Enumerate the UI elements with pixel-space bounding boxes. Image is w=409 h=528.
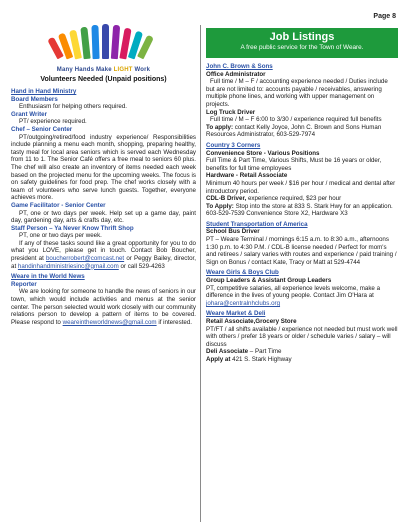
wmd-apply-text: Apply at 421 S. Stark Highway [206, 355, 292, 363]
jcb-office-label: Office Administrator [206, 70, 266, 78]
board-members-text: Enthusiasm for helping others required. [19, 103, 127, 111]
c3-hardware-label: Hardware - Retail Associate [206, 172, 288, 180]
wgc-email-link[interactable]: johara@centralnhclubs.org [206, 299, 281, 307]
hand-in-hand-heading: Hand in Hand Ministry [11, 88, 77, 95]
c3-cdl-text: CDL-B Driver, experience required, $23 per hour [206, 195, 342, 203]
c3-hardware-text: Minimum 40 hours per week / $16 per hour / medical and dental after introductory period. [206, 179, 396, 195]
staff-person-label: Staff Person – Ya Never Know Thrift Shop [11, 224, 134, 232]
world-news-email-link[interactable]: weareintheworldnews@gmail.com [62, 318, 157, 326]
wgc-text: PT, competitive salaries, all experience levels welcome, make a difference in the lives of young people. Contact Jim O'Hara at johara@centralnhclubs.org [206, 284, 381, 307]
reporter-label: Reporter [11, 280, 37, 288]
wmd-heading: Weare Market & Deli [206, 310, 266, 318]
grant-writer-label: Grant Writer [11, 110, 47, 118]
wmd-label: Retail Associate,Grocery Store [206, 318, 297, 325]
volunteer-contact-text: If any of these tasks sound like a great opportunity for you to do what you LOVE, please get in touch. Contact Bob Boucher, president at boucherrobert@comcast.net or Peggy Bailey, director, at handinhandministriesinc@gmail.com or call 529-4263 [11, 239, 196, 270]
boucher-email-link[interactable]: boucherrobert@comcast.net [45, 255, 125, 263]
reporter-text: We are looking for someone to handle the news of seniors in our town, which would include activities and menus at the senior center. The person selected would work closely with our community relations person to develop a pattern of items to be covered. Please respond to weareintheworldnews@gmail.com if interested. [11, 288, 196, 326]
wgc-heading: Weare Girls & Boys Club [206, 269, 279, 277]
c3-heading: Country 3 Corners [206, 141, 261, 149]
chef-text: PT/outgoing/retired/food industry experience/ Responsibilities include planning a menu each month, shopping, preparing healthy, tasty meal for local area seniors which is served each Wednesday from 11 to 1. The Senior Café offers a free meal to seniors 60 plus. The chef will also create an inventory of items needed each week based on the projected menu for the upcoming weeks. The focus is on safety guidelines for food prep. The chef works closely with a team of volunteers who serve lunch guests. Together, everyone achieves more. [11, 133, 196, 202]
jcb-heading: John C. Brown & Sons [206, 63, 273, 70]
sta-bus-label: School Bus Driver [206, 228, 260, 236]
wmd-text: PT/FT / all shifts available / experience not needed but must work well with others / prefer 18 years or older / schedule varies / salary – will discuss [206, 325, 398, 348]
logo-hand-icon [110, 25, 119, 59]
job-listings-subtitle: A free public service for the Town of Weare. [240, 44, 364, 51]
jcb-log-label: Log Truck Driver [206, 108, 256, 116]
volunteers-title: Volunteers Needed (Unpaid positions) [40, 76, 167, 83]
grant-writer-text: PT/ experience required. [19, 118, 87, 126]
job-listings-header [206, 28, 398, 58]
volunteers-column [11, 20, 196, 518]
staff-person-text: PT, one or two days per week. [19, 232, 102, 240]
logo-hand-icon [102, 24, 109, 59]
jcb-office-text: Full time / M – F / accounting experience needed / Duties include but are not limited to: accounts payable / receivables, answering multiple phone lines, and working with upper management on projects. [206, 78, 388, 108]
jcb-apply-text: To apply: contact Kelly Joyce, John C. Brown and Sons Human Resources Administrator, 603-529-7974 [206, 123, 382, 139]
jcb-log-text: Full time / M – F 6:00 to 3/30 / experience required full benefits [210, 116, 382, 124]
logo-text: Many Hands Make LIGHT Work [56, 67, 151, 73]
job-listings-column [206, 28, 398, 520]
board-members-label: Board Members [11, 95, 58, 103]
c3-apply-text: To Apply: Stop into the store at 833 S. Stark Hwy for an application. 603-529-7539 Convenience Store X2, Hardware X3 [206, 202, 393, 218]
c3-conv-text: Full Time & Part Time, Various Shifts, Must be 16 years or older, benefits for full time employees [206, 157, 382, 172]
wmd-deli-text: Deli Associate – Part Time [206, 348, 282, 356]
ministry-email-link[interactable]: handinhandministriesinc@gmail.com [17, 262, 119, 270]
chef-label: Chef – Senior Center [11, 125, 73, 133]
facilitator-label: Game Facilitator - Senior Center [11, 201, 106, 209]
column-divider [200, 25, 201, 522]
sta-sign-text: Sign on Bonus / contact Kate, Tracy or Matt at 529-4744 [206, 258, 361, 266]
job-listings-title: Job Listings [269, 31, 335, 43]
page-number: Page 8 [373, 13, 396, 20]
wgc-label: Group Leaders & Assistant Group Leaders [206, 277, 332, 285]
many-hands-logo [44, 23, 164, 73]
weare-world-news-heading: Weare in the World News [11, 273, 85, 281]
sta-heading: Student Transportation of America [206, 220, 308, 228]
c3-conv-label: Convenience Store - Various Positions [206, 149, 320, 157]
sta-bus-text: PT – Weare Terminal / mornings 6:15 a.m. to 8:30 a.m., afternoons 1:30 p.m. to 4:30 P.M. / CDL-B license needed / Perfect for mom's and retirees / salary varies with routes and experience / paid training / [206, 236, 397, 259]
facilitator-text: PT, one or two days per week. Help set up a game day, paint day, gardening day, arts & crafts day, etc. [11, 209, 196, 225]
logo-hand-icon [91, 25, 99, 59]
